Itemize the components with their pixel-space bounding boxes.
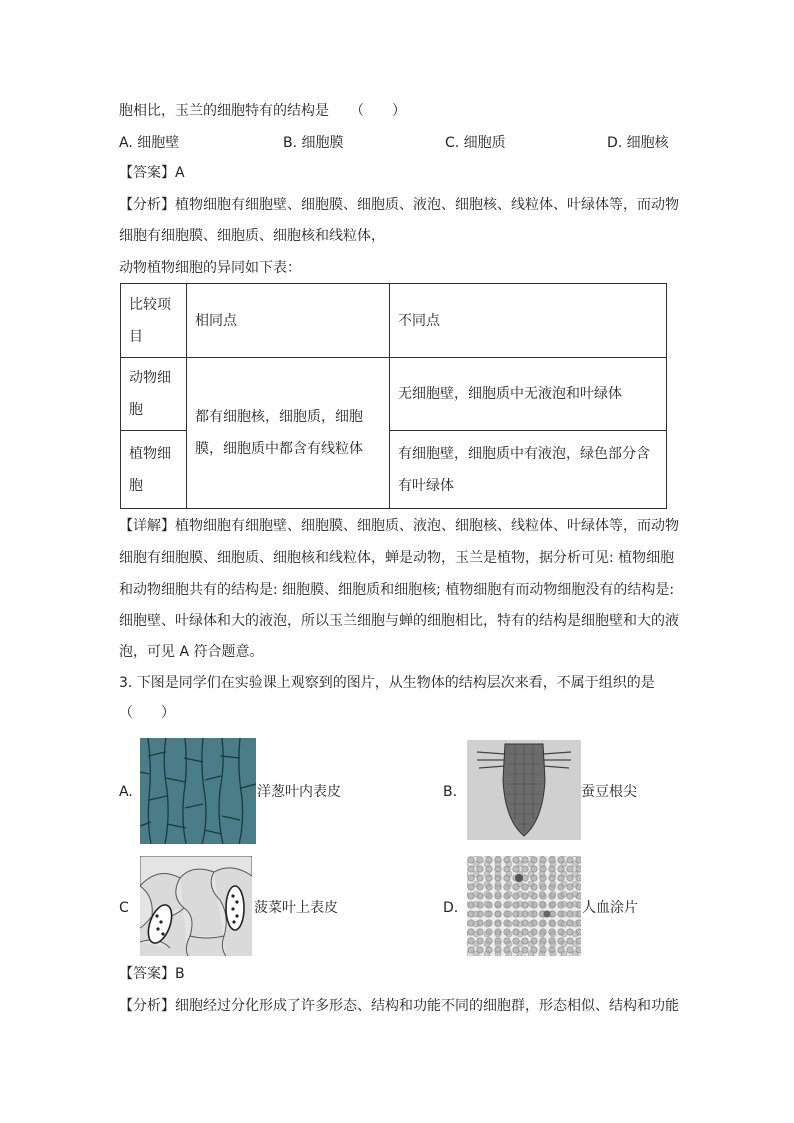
q2-option-d: D. 细胞核 <box>607 135 669 151</box>
table-header-item: 比较项 目 <box>121 284 187 358</box>
q3-option-d-caption: 人血涂片 <box>582 900 638 916</box>
q2-option-a: A. 细胞壁 <box>119 135 180 151</box>
root-tip-image <box>467 740 581 840</box>
q3-analysis-line-1: 【分析】细胞经过分化形成了许多形态、结构和功能不同的细胞群，形态相似、结构和功能 <box>119 998 679 1014</box>
table-cell-animal: 动物细 胞 <box>121 358 187 431</box>
q3-option-d-letter: D. <box>443 900 459 916</box>
q3-stem-line-1: 3. 下图是同学们在实验课上观察到的图片，从生物体的结构层次来看，不属于组织的是 <box>119 675 655 691</box>
q2-option-b: B. 细胞膜 <box>283 135 344 151</box>
table-cell-plant-diff: 有细胞壁，细胞质中有液泡，绿色部分含 有叶绿体 <box>390 431 667 509</box>
onion-epidermis-image <box>140 738 256 844</box>
blood-smear-image <box>467 856 581 956</box>
table-cell-animal-diff: 无细胞壁，细胞质中无液泡和叶绿体 <box>390 358 667 431</box>
q2-detail-line-1: 【详解】植物细胞有细胞壁、细胞膜、细胞质、液泡、细胞核、线粒体、叶绿体等，而动物 <box>119 518 679 534</box>
q2-option-c: C. 细胞质 <box>445 135 506 151</box>
q3-option-b-letter: B. <box>443 784 458 800</box>
q2-detail-line-5: 泡，可见 A 符合题意。 <box>119 644 264 660</box>
q3-stem-line-2: （ ） <box>119 705 175 721</box>
q2-stem: 胞相比，玉兰的细胞特有的结构是 （ ） <box>119 103 406 119</box>
table-row-animal <box>121 358 667 431</box>
q3-option-c-letter: C <box>119 900 129 916</box>
comparison-table <box>120 283 667 509</box>
table-header-row <box>121 284 667 358</box>
q2-answer: 【答案】A <box>119 165 185 181</box>
table-cell-same: 都有细胞核，细胞质，细胞 膜，细胞质中都含有线粒体 <box>187 358 390 509</box>
spinach-epidermis-image <box>140 856 252 956</box>
q3-option-b-caption: 蚕豆根尖 <box>581 784 637 800</box>
q2-detail-line-4: 细胞壁、叶绿体和大的液泡，所以玉兰细胞与蝉的细胞相比，特有的结构是细胞壁和大的液 <box>119 613 679 629</box>
table-header-same: 相同点 <box>187 284 390 358</box>
q2-detail-line-3: 和动物细胞共有的结构是: 细胞膜、细胞质和细胞核; 植物细胞有而动物细胞没有的结构是: <box>119 582 675 598</box>
q3-option-c-caption: 菠菜叶上表皮 <box>254 900 338 916</box>
table-header-diff: 不同点 <box>390 284 667 358</box>
q2-detail-line-2: 细胞有细胞膜、细胞质、细胞核和线粒体，蝉是动物，玉兰是植物，据分析可见: 植物细胞 <box>119 550 675 566</box>
q3-option-a-letter: A. <box>119 784 133 800</box>
q2-table-intro: 动物植物细胞的异同如下表： <box>119 260 301 276</box>
q3-option-a-caption: 洋葱叶内表皮 <box>257 784 341 800</box>
table-cell-plant: 植物细 胞 <box>121 431 187 509</box>
q2-analysis-line-1: 【分析】植物细胞有细胞壁、细胞膜、细胞质、液泡、细胞核、线粒体、叶绿体等，而动物 <box>119 197 679 213</box>
q2-analysis-line-2: 细胞有细胞膜、细胞质、细胞核和线粒体， <box>119 228 385 244</box>
q3-answer: 【答案】B <box>119 966 185 982</box>
